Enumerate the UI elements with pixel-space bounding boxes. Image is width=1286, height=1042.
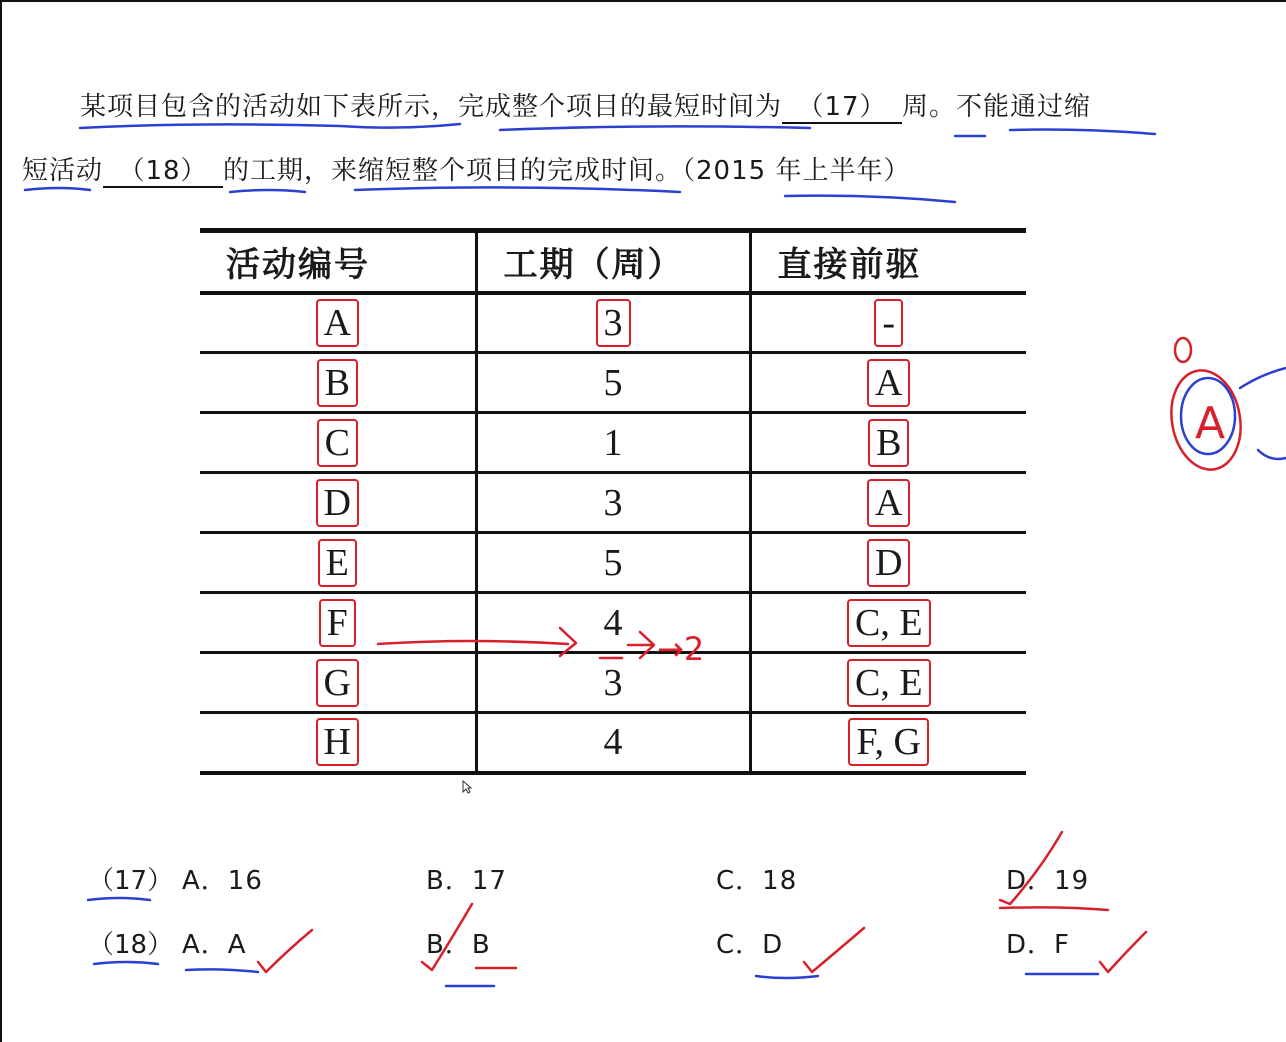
predecessor-cell (750, 533, 1026, 593)
option-18-a[interactable]: A．A (182, 930, 247, 960)
option-17-d[interactable]: D．19 (1006, 866, 1090, 896)
activity-cell-value: G (316, 659, 359, 707)
predecessor-cell-value: D (867, 539, 910, 587)
node-label: A (1195, 398, 1226, 449)
predecessor-cell (750, 653, 1026, 713)
activity-cell-value: C (317, 419, 358, 467)
predecessor-cell-value: F, G (848, 718, 929, 766)
table-row (200, 713, 1026, 773)
duration-cell (476, 533, 750, 593)
duration-cell-value: 1 (603, 421, 623, 464)
underline-2 (500, 126, 810, 130)
activity-cell (200, 713, 476, 773)
predecessor-cell (750, 353, 1026, 413)
predecessor-cell (750, 593, 1026, 653)
duration-cell (476, 653, 750, 713)
question-number-18: （18） (88, 930, 174, 960)
blank-18: （18） (103, 156, 223, 188)
table-row (200, 533, 1026, 593)
underline-8 (785, 196, 955, 202)
predecessor-cell-value: C, E (847, 599, 931, 647)
table-row (200, 293, 1026, 353)
f-duration-note: →2 (657, 630, 705, 668)
underline-5 (25, 188, 90, 190)
table-row (200, 473, 1026, 533)
activity-cell (200, 293, 476, 353)
question-line-2 (22, 150, 910, 188)
activity-cell-value: E (318, 539, 357, 587)
option-18-b[interactable]: B．B (426, 930, 491, 960)
activity-cell-value: B (317, 359, 358, 407)
table-row (200, 353, 1026, 413)
activity-cell-value: F (319, 599, 356, 647)
activity-cell (200, 653, 476, 713)
underline-6 (230, 190, 305, 192)
option-17-a[interactable]: A．16 (182, 866, 263, 896)
predecessor-cell-value: B (868, 419, 909, 467)
activity-cell-value: H (316, 718, 359, 766)
mouse-cursor-icon (462, 780, 472, 794)
options-17 (0, 860, 1286, 900)
option-18-d[interactable]: D．F (1006, 930, 1070, 960)
activity-cell (200, 413, 476, 473)
duration-cell-value: 3 (603, 481, 623, 524)
question-text-2a: 短活动 (22, 156, 104, 186)
duration-cell-value: 4 (603, 601, 623, 644)
activity-cell (200, 533, 476, 593)
predecessor-cell (750, 413, 1026, 473)
duration-cell-value: 3 (603, 661, 623, 704)
table-row (200, 593, 1026, 653)
question-line-1 (80, 86, 1091, 124)
predecessor-cell (750, 473, 1026, 533)
underline-1 (80, 124, 460, 128)
predecessor-cell-value: - (874, 299, 903, 347)
header-duration: 工期（周） (476, 231, 750, 293)
duration-cell-value: 5 (603, 541, 623, 584)
activity-cell-value: A (316, 299, 359, 347)
frame-top (0, 0, 1286, 2)
duration-cell-value: 4 (603, 721, 623, 764)
question-text-2b: 的工期，来缩短整个项目的完成时间。（2015 年上半年） (223, 156, 911, 186)
duration-cell (476, 473, 750, 533)
question-text-1a: 某项目包含的活动如下表所示，完成整个项目的最短时间为 (80, 92, 783, 122)
option-17-b[interactable]: B．17 (426, 866, 507, 896)
activity-cell (200, 353, 476, 413)
duration-cell (476, 713, 750, 773)
predecessor-cell (750, 293, 1026, 353)
duration-cell (476, 353, 750, 413)
table-header-row (200, 231, 1026, 293)
network-node (1164, 338, 1286, 475)
underline-4 (1010, 130, 1155, 135)
activity-table (200, 228, 1026, 800)
predecessor-cell (750, 713, 1026, 773)
activity-cell (200, 593, 476, 653)
duration-cell (476, 593, 750, 653)
underline-7 (355, 187, 680, 192)
predecessor-cell-value: A (867, 479, 910, 527)
duration-cell (476, 413, 750, 473)
table-row (200, 413, 1026, 473)
duration-cell-value: 5 (603, 361, 623, 404)
duration-cell-value: 3 (596, 299, 631, 347)
activity-cell-value: D (316, 479, 359, 527)
header-predecessor: 直接前驱 (750, 231, 1026, 293)
blank-17: （17） (782, 92, 902, 124)
option-17-c[interactable]: C．18 (716, 866, 798, 896)
duration-cell (476, 293, 750, 353)
header-activity: 活动编号 (226, 245, 370, 286)
activity-cell (200, 473, 476, 533)
table-row (200, 653, 1026, 713)
predecessor-cell-value: A (867, 359, 910, 407)
option-18-c[interactable]: C．D (716, 930, 784, 960)
question-number-17: （17） (88, 866, 174, 896)
predecessor-cell-value: C, E (847, 659, 931, 707)
question-text-1b: 周。不能通过缩 (902, 92, 1092, 122)
options-18 (0, 924, 1286, 964)
